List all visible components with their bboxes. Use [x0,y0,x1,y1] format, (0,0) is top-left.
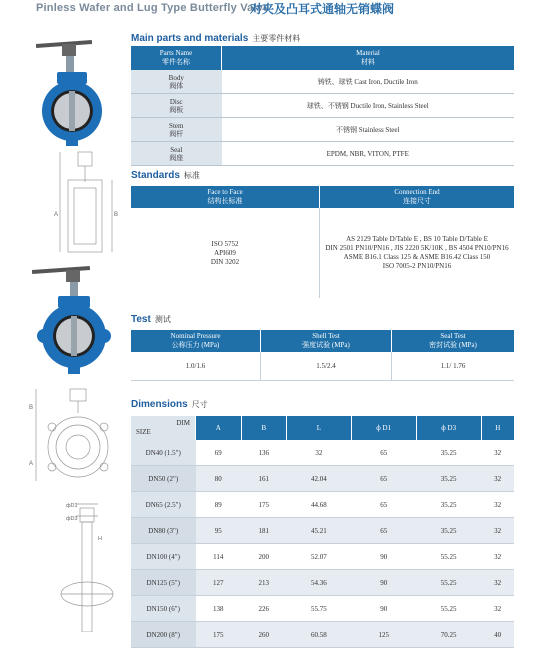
dim-d1-label: фD1 [66,503,78,509]
dim-col-b: B [241,416,287,440]
parts-section-title: Main parts and materials 主要零件材料 [131,33,301,44]
table-row: 1.0/1.6 1.5/2.4 1.1/ 1.76 [131,352,514,381]
dim-col-l: L [287,416,352,440]
parts-table [131,46,514,166]
test-section-title: Test 测试 [131,314,171,325]
dim-col-d1: ф D1 [351,416,416,440]
dimensions-table [131,416,514,648]
table-row: Body 阀体 铸铁、球铁 Cast Iron, Ductile Iron [131,70,514,94]
parts-col-material: Material 材料 [222,46,515,70]
dim-col-a: A [196,416,242,440]
table-row: ISO 5752 API609 DIN 3202 AS 2129 Table D/Table E , BS 10 Table D/Table E DIN 2501 PN10/PN16 , JIS 2220 5K/10K , BS 4504 PN10/PN16 ASME B16.1 Class 125 & ASME B16.42 Class 150 ISO 7005-2 PN10/PN16 [131,208,514,298]
dim-a-label: A [54,212,59,218]
wafer-valve-photo [22,36,132,151]
table-row: DN40 (1.5") 69 136 32 65 35.25 32 [131,440,514,466]
standards-section-title: Standards 标准 [131,170,200,181]
test-table [131,330,514,381]
dimensions-corner-header: DIM SIZE [131,416,196,440]
page-header [0,0,553,20]
lug-valve-drawing [28,385,128,485]
table-row: DN150 (6") 138 226 55.75 90 55.25 32 [131,596,514,622]
test-col-seal: Seal Test 密封试验 (MPa) [392,330,515,352]
table-row: DN50 (2") 80 161 42.04 65 35.25 32 [131,466,514,492]
standards-table [131,186,514,298]
page-title-cn: 对夹及凸耳式通轴无销蝶阀 [250,2,395,16]
standards-col-face: Face to Face 结构长标准 [131,186,320,208]
table-row: DN125 (5") 127 213 54.36 90 55.25 32 [131,570,514,596]
dim-a-label-2: A [29,461,34,467]
lug-valve-photo [28,262,132,378]
table-row: DN100 (4") 114 200 52.07 90 55.25 32 [131,544,514,570]
table-row: DN65 (2.5") 89 175 44.68 65 35.25 32 [131,492,514,518]
table-row: Stem 阀杆 不锈钢 Stainless Steel [131,118,514,142]
dim-b-label-2: B [29,405,34,411]
disc-stem-drawing [40,500,132,632]
parts-col-name: Parts Name 零件名称 [131,46,222,70]
table-row: Seal 阀座 EPDM, NBR, VITON, PTFE [131,142,514,166]
test-col-shell: Shell Test 强度试验 (MPa) [261,330,392,352]
wafer-valve-drawing [52,150,130,255]
dim-d3-label: фD3 [66,516,78,522]
table-row: Disc 阀板 球铁、不锈钢 Ductile Iron, Stainless Steel [131,94,514,118]
test-col-nominal: Nominal Pressure 公称压力 (MPa) [131,330,261,352]
table-row: DN200 (8") 175 260 60.58 125 70.25 40 [131,622,514,648]
dim-col-d3: ф D3 [416,416,481,440]
table-row: DN80 (3") 95 181 45.21 65 35.25 32 [131,518,514,544]
dim-b-label: B [114,212,119,218]
dim-col-h: H [481,416,514,440]
dimensions-section-title: Dimensions 尺寸 [131,399,208,410]
standards-col-connection: Connection End 连接尺寸 [320,186,515,208]
dim-h-label: H [98,536,102,542]
page-title-en: Pinless Wafer and Lug Type Butterfly Valve [36,2,270,14]
